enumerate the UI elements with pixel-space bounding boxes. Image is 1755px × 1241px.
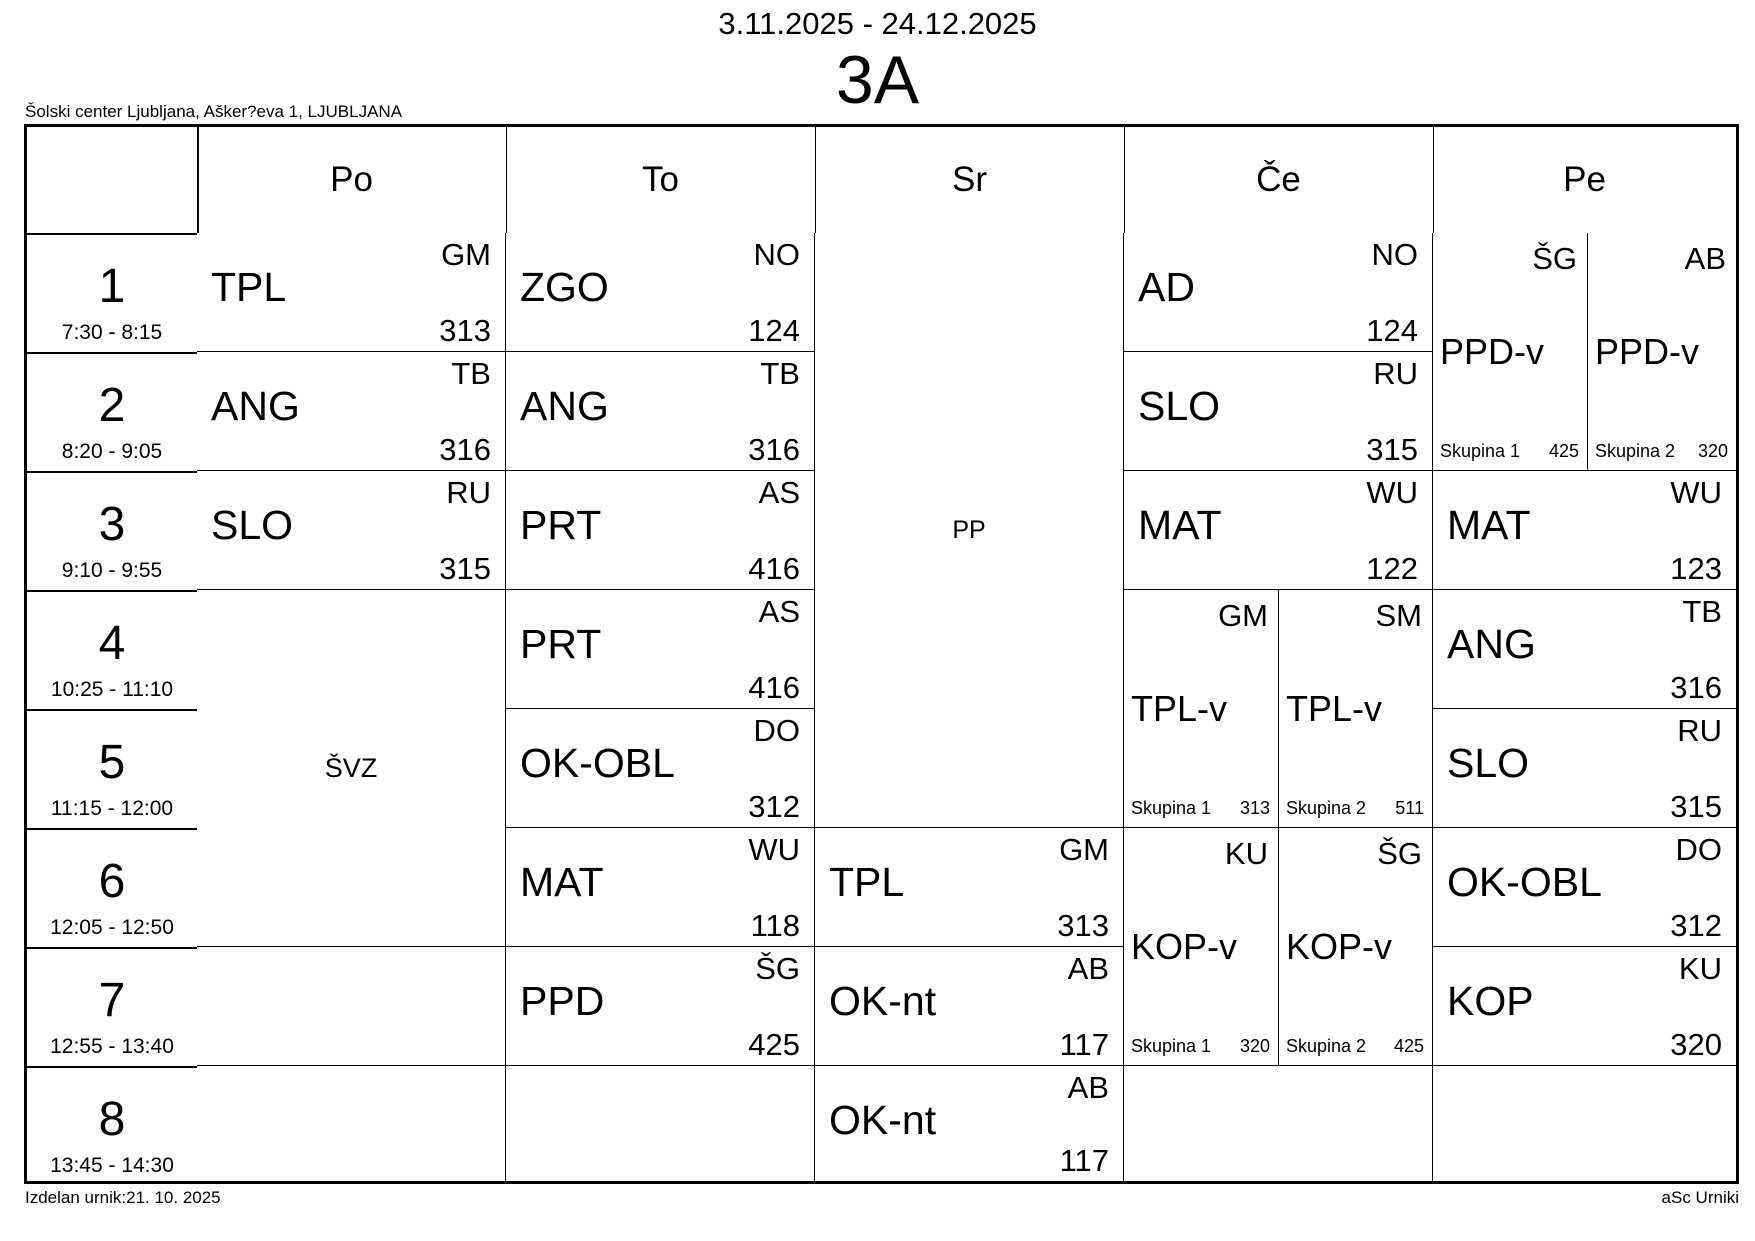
period-number: 1 (98, 260, 126, 313)
subject: TPL (829, 859, 905, 905)
lesson-cell[interactable] (506, 709, 815, 828)
teacher-code: DO (1675, 832, 1722, 867)
period-number: 3 (98, 498, 126, 551)
lesson-cell[interactable] (197, 233, 506, 352)
group-lesson-cell[interactable] (1124, 828, 1279, 1066)
grid-line (27, 590, 197, 592)
period-time: 10:25 - 11:10 (50, 678, 174, 701)
grid-line (27, 828, 197, 830)
grid-line (27, 947, 197, 949)
period-time: 11:15 - 12:00 (50, 797, 174, 820)
subject: ANG (520, 383, 609, 429)
grid-line (27, 471, 197, 473)
group-lesson-cell[interactable] (1279, 828, 1433, 1066)
subject: MAT (1138, 502, 1222, 548)
subject: KOP-v (1286, 926, 1393, 967)
room-number: 313 (1057, 908, 1109, 943)
room-number: 416 (748, 551, 800, 586)
teacher-code: WU (748, 832, 800, 867)
lesson-cell[interactable] (1433, 471, 1736, 590)
room-number: 416 (748, 670, 800, 705)
lesson-cell[interactable] (815, 233, 1124, 828)
date-range: 3.11.2025 - 24.12.2025 (718, 6, 1037, 41)
teacher-code: KU (1224, 836, 1268, 871)
teacher-code: AB (1684, 241, 1726, 276)
software-credit: aSc Urniki (1661, 1188, 1739, 1207)
teacher-code: AS (758, 475, 800, 510)
period-number: 8 (98, 1093, 126, 1146)
lesson-cell[interactable] (506, 828, 815, 947)
teacher-code: ŠG (755, 951, 800, 986)
group-lesson-cell[interactable] (1124, 590, 1279, 828)
lesson-cell[interactable] (197, 471, 506, 590)
day-header-pe: Pe (1563, 160, 1606, 199)
subject: SLO (211, 502, 294, 548)
room-number: 425 (1393, 1036, 1424, 1056)
teacher-code: AB (1067, 951, 1109, 986)
room-number: 320 (1239, 1036, 1270, 1056)
room-number: 425 (1548, 441, 1579, 461)
subject: SLO (1138, 383, 1221, 429)
subject: ZGO (520, 264, 609, 310)
subject: PRT (520, 502, 602, 548)
room-number: 320 (1697, 441, 1728, 461)
empty-cell (1124, 1066, 1433, 1181)
teacher-code: RU (446, 475, 491, 510)
empty-cell (1433, 1066, 1736, 1181)
teacher-code: AB (1067, 1070, 1109, 1105)
empty-cell (197, 1066, 506, 1181)
lesson-cell[interactable] (506, 590, 815, 709)
teacher-code: TB (451, 356, 491, 391)
lesson-cell[interactable] (1433, 709, 1736, 828)
grid-line (27, 1066, 197, 1068)
day-header-po: Po (330, 160, 373, 199)
group-label: Skupina 1 (1440, 441, 1521, 461)
empty-cell (506, 1066, 815, 1181)
subject: ANG (211, 383, 300, 429)
room-number: 511 (1395, 798, 1424, 818)
day-header-to: To (642, 160, 679, 199)
empty-cell (197, 947, 506, 1066)
teacher-code: RU (1677, 713, 1722, 748)
lesson-cell[interactable] (1124, 352, 1433, 471)
lesson-cell[interactable] (506, 947, 815, 1066)
teacher-code: NO (753, 237, 800, 272)
subject: OK-nt (829, 1097, 937, 1143)
subject: SLO (1447, 740, 1530, 786)
subject: KOP (1447, 978, 1534, 1024)
room-number: 313 (1239, 798, 1270, 818)
lesson-cell[interactable] (197, 352, 506, 471)
grid-line (27, 709, 197, 711)
group-label: Skupina 2 (1595, 441, 1676, 461)
room-number: 118 (750, 908, 800, 943)
lesson-cell[interactable] (815, 1066, 1124, 1181)
period-time: 13:45 - 14:30 (50, 1154, 174, 1177)
period-number: 2 (98, 379, 126, 432)
subject: AD (1138, 264, 1195, 310)
subject: MAT (520, 859, 604, 905)
teacher-code: SM (1375, 598, 1422, 633)
lesson-cell[interactable] (506, 352, 815, 471)
lesson-cell[interactable] (1124, 233, 1433, 352)
lesson-cell[interactable] (815, 947, 1124, 1066)
lesson-cell[interactable] (815, 828, 1124, 947)
group-lesson-cell[interactable] (1433, 233, 1588, 471)
period-number: 7 (98, 974, 126, 1027)
teacher-code: RU (1373, 356, 1418, 391)
group-label: Skupina 1 (1131, 798, 1212, 818)
lesson-cell[interactable] (1124, 471, 1433, 590)
subject: OK-nt (829, 978, 937, 1024)
teacher-code: GM (441, 237, 491, 272)
activity-label: PP (952, 516, 986, 544)
period-number: 6 (98, 855, 126, 908)
room-number: 124 (1366, 313, 1418, 348)
period-time: 7:30 - 8:15 (61, 321, 163, 344)
period-number: 4 (98, 617, 126, 670)
teacher-code: TB (1682, 594, 1722, 629)
room-number: 312 (1670, 908, 1722, 943)
subject: PRT (520, 621, 602, 667)
room-number: 123 (1670, 551, 1722, 586)
group-label: Skupina 2 (1286, 798, 1367, 818)
room-number: 316 (439, 432, 491, 467)
teacher-code: ŠG (1532, 241, 1577, 276)
group-label: Skupina 2 (1286, 1036, 1367, 1056)
teacher-code: NO (1371, 237, 1418, 272)
group-label: Skupina 1 (1131, 1036, 1212, 1056)
subject: TPL (211, 264, 287, 310)
lesson-cell[interactable] (1433, 947, 1736, 1066)
teacher-code: AS (758, 594, 800, 629)
subject: TPL-v (1131, 688, 1228, 729)
room-number: 124 (748, 313, 800, 348)
teacher-code: ŠG (1377, 836, 1422, 871)
room-number: 313 (439, 313, 491, 348)
subject: PPD-v (1440, 331, 1545, 372)
created-date: Izdelan urnik:21. 10. 2025 (25, 1188, 221, 1207)
subject: KOP-v (1131, 926, 1238, 967)
group-lesson-cell[interactable] (1588, 233, 1736, 471)
teacher-code: KU (1678, 951, 1722, 986)
subject: MAT (1447, 502, 1531, 548)
subject: OK-OBL (1447, 859, 1602, 905)
lesson-cell[interactable] (1433, 590, 1736, 709)
day-header-ce: Če (1256, 160, 1301, 199)
class-title: 3A (835, 42, 920, 118)
school-name: Šolski center Ljubljana, Ašker?eva 1, LJUBLJANA (25, 102, 403, 121)
room-number: 316 (1670, 670, 1722, 705)
activity-label: ŠVZ (324, 753, 378, 783)
teacher-code: GM (1059, 832, 1109, 867)
period-time: 12:05 - 12:50 (50, 916, 174, 939)
teacher-code: TB (760, 356, 800, 391)
room-number: 320 (1670, 1027, 1722, 1062)
room-number: 117 (1059, 1143, 1109, 1178)
lesson-cell[interactable] (506, 233, 815, 352)
teacher-code: GM (1218, 598, 1268, 633)
subject: PPD (520, 978, 605, 1024)
room-number: 315 (1670, 789, 1722, 824)
period-time: 9:10 - 9:55 (61, 559, 163, 582)
period-time: 12:55 - 13:40 (50, 1035, 174, 1058)
day-header-sr: Sr (952, 160, 987, 199)
room-number: 122 (1366, 551, 1418, 586)
teacher-code: WU (1670, 475, 1722, 510)
lesson-cell[interactable] (1433, 828, 1736, 947)
room-number: 315 (1366, 432, 1418, 467)
subject: ANG (1447, 621, 1536, 667)
room-number: 425 (748, 1027, 800, 1062)
subject: PPD-v (1595, 331, 1700, 372)
subject: TPL-v (1286, 688, 1383, 729)
group-lesson-cell[interactable] (1279, 590, 1433, 828)
room-number: 316 (748, 432, 800, 467)
period-number: 5 (98, 736, 126, 789)
lesson-cell[interactable] (506, 471, 815, 590)
room-number: 315 (439, 551, 491, 586)
lesson-cell[interactable] (197, 590, 506, 947)
room-number: 312 (748, 789, 800, 824)
timetable-grid (24, 124, 1739, 1184)
period-time: 8:20 - 9:05 (61, 440, 163, 463)
room-number: 117 (1059, 1027, 1109, 1062)
subject: OK-OBL (520, 740, 675, 786)
teacher-code: WU (1366, 475, 1418, 510)
teacher-code: DO (753, 713, 800, 748)
grid-line (27, 352, 197, 354)
